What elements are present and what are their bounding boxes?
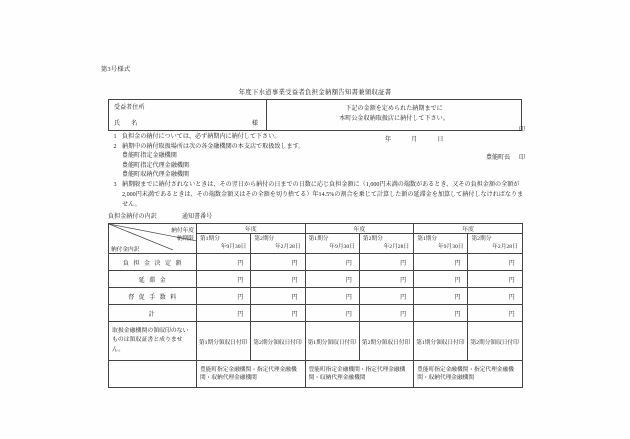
term-name-6: 第2期分 bbox=[471, 235, 492, 242]
receipt-stamp-box[interactable]: 第1期分領収日付印 bbox=[305, 322, 359, 361]
seal-mark-bottom: 印 bbox=[519, 155, 526, 161]
amount-cell[interactable]: 円 bbox=[468, 288, 522, 305]
footer-empty-cell bbox=[109, 361, 197, 388]
instruction-line-2: 本町公金収納取扱店に納付して下さい。 bbox=[339, 116, 449, 122]
note-item-2 bbox=[108, 143, 528, 153]
receipt-stamp-row bbox=[109, 322, 523, 361]
receipt-stamp-box[interactable]: 第1期分領収日付印 bbox=[414, 322, 468, 361]
amount-cell[interactable]: 円 bbox=[197, 288, 251, 305]
term-due-3: 年9月30日 bbox=[329, 243, 355, 250]
amount-cell[interactable]: 円 bbox=[305, 271, 359, 288]
amount-cell[interactable]: 円 bbox=[359, 288, 413, 305]
table-row bbox=[109, 288, 523, 305]
term-due-5: 年9月30日 bbox=[437, 243, 464, 250]
note-text-1: 負担金の納付については、必ず納期内に納付して下さい。 bbox=[122, 134, 281, 140]
year-group-2: 年度 bbox=[305, 224, 414, 234]
beneficiary-address-label: 受益者住所 bbox=[114, 105, 145, 111]
amount-cell[interactable]: 円 bbox=[414, 288, 468, 305]
instruction-line-1: 下記の金額を定められた納期までに bbox=[345, 106, 443, 112]
amount-cell[interactable]: 円 bbox=[197, 305, 251, 322]
amount-cell[interactable]: 円 bbox=[359, 305, 413, 322]
receipt-note: 取扱金融機関の領収印のないものは領収証書と成りません。 bbox=[109, 322, 197, 361]
bank-designated: 豊能町指定金融機関 bbox=[122, 153, 177, 160]
term-header-4 bbox=[359, 234, 413, 254]
notes-list bbox=[108, 133, 528, 210]
amount-cell[interactable]: 円 bbox=[251, 305, 305, 322]
term-name-2: 第2期分 bbox=[254, 235, 275, 242]
amount-cell[interactable]: 円 bbox=[251, 288, 305, 305]
seal-mark-top: 印 bbox=[519, 127, 526, 133]
issue-date-line: 年 月 日 bbox=[385, 137, 451, 143]
year-group-3: 年度 bbox=[414, 224, 523, 234]
amount-cell[interactable]: 円 bbox=[251, 271, 305, 288]
header-label-payment-year: 納付年度 bbox=[171, 227, 194, 234]
bank-footer-row bbox=[109, 361, 523, 388]
mayor-title: 豊能町長 bbox=[486, 155, 511, 161]
receipt-stamp-box[interactable]: 第2期分領収日付印 bbox=[468, 322, 522, 361]
beneficiary-name-label: 氏 名 bbox=[114, 121, 140, 127]
term-due-2: 年2月28日 bbox=[275, 243, 301, 250]
bank-collection-agent: 豊能町収納代理金融機関 bbox=[122, 172, 190, 179]
note-number-2: 2 bbox=[113, 143, 117, 150]
notice-number-label: 通知書番号 bbox=[181, 214, 213, 220]
breakdown-label: 負担金納付の内訳 bbox=[108, 214, 157, 220]
table-row bbox=[109, 305, 523, 322]
payment-breakdown-table bbox=[108, 223, 523, 388]
receipt-stamp-box[interactable]: 第1期分領収日付印 bbox=[197, 322, 251, 361]
amount-cell[interactable]: 円 bbox=[305, 254, 359, 271]
name-honorific: 様 bbox=[251, 121, 258, 127]
amount-cell[interactable]: 円 bbox=[251, 254, 305, 271]
receipt-stamp-box[interactable]: 第2期分領収日付印 bbox=[359, 322, 413, 361]
note-item-1 bbox=[108, 133, 528, 143]
row-label-late-charge: 延滞金 bbox=[109, 271, 197, 288]
header-box bbox=[108, 99, 522, 131]
table-year-header-row bbox=[109, 224, 523, 234]
table-row bbox=[109, 254, 523, 271]
beneficiary-info-cell bbox=[109, 100, 267, 130]
amount-cell[interactable]: 円 bbox=[468, 254, 522, 271]
note-item-3 bbox=[108, 181, 528, 210]
amount-cell[interactable]: 円 bbox=[414, 254, 468, 271]
bank-footer-2: 豊能町指定金融機関・指定代理金融機関・収納代理金融機関 bbox=[305, 361, 414, 388]
amount-cell[interactable]: 円 bbox=[197, 254, 251, 271]
note-number-1: 1 bbox=[113, 134, 117, 140]
amount-cell[interactable]: 円 bbox=[414, 305, 468, 322]
term-header-6 bbox=[468, 234, 522, 254]
bank-footer-3: 豊能町指定金融機関・指定代理金融機関・収納代理金融機関 bbox=[414, 361, 523, 388]
term-due-1: 年9月30日 bbox=[220, 243, 247, 250]
note-text-3: 納期限までに納付されないときは、その翌日から納付の日までの日数に応じ負担金額に（1,000円未満の端数があるとき、又その負担金額の全額が2,000円未満であるときは、その端数金額又はその全額を切り捨てる）年14.5%の割合を乗じて計算した額の延滞金を加算して納付しなければなりません。 bbox=[122, 181, 524, 208]
diagonal-header-cell bbox=[109, 224, 197, 254]
term-name-1: 第1期分 bbox=[200, 235, 220, 242]
receipt-stamp-box[interactable]: 第2期分領収日付印 bbox=[251, 322, 305, 361]
amount-cell[interactable]: 円 bbox=[197, 271, 251, 288]
beneficiary-name-row bbox=[114, 118, 262, 127]
form-number: 第3号様式 bbox=[101, 66, 131, 73]
note-text-2: 納期中の納付取扱場所は次の各金融機関の本支店で取扱致します。 bbox=[122, 143, 305, 150]
term-header-2 bbox=[251, 234, 305, 254]
row-label-total: 計 bbox=[109, 305, 197, 322]
header-label-due-date: 納期限 bbox=[176, 236, 194, 242]
header-label-breakdown: 納付金内訳 bbox=[111, 246, 140, 253]
term-header-5 bbox=[414, 234, 468, 254]
row-label-contribution-amount: 負担金決定額 bbox=[109, 254, 197, 271]
amount-cell[interactable]: 円 bbox=[359, 254, 413, 271]
note-number-3: 3 bbox=[113, 181, 117, 188]
document-title: 年度下水道事業受益者負担金納額告知書兼領収証書 bbox=[238, 89, 392, 96]
payment-instruction-cell bbox=[267, 100, 521, 130]
amount-cell[interactable]: 円 bbox=[414, 271, 468, 288]
term-name-5: 第1期分 bbox=[417, 235, 438, 242]
amount-cell[interactable]: 円 bbox=[305, 305, 359, 322]
bank-footer-1: 豊能町指定金融機関・指定代理金融機関・収納代理金融機関 bbox=[197, 361, 306, 388]
amount-cell[interactable]: 円 bbox=[359, 271, 413, 288]
term-due-4: 年2月28日 bbox=[383, 243, 410, 250]
amount-cell[interactable]: 円 bbox=[468, 271, 522, 288]
row-label-demand-fee: 督促手数料 bbox=[109, 288, 197, 305]
term-header-3 bbox=[305, 234, 359, 254]
breakdown-caption bbox=[108, 211, 212, 220]
amount-cell[interactable]: 円 bbox=[468, 305, 522, 322]
table-row bbox=[109, 271, 523, 288]
year-group-1: 年度 bbox=[197, 224, 306, 234]
bank-designated-agent: 豊能町指定代理金融機関 bbox=[122, 162, 190, 169]
amount-cell[interactable]: 円 bbox=[305, 288, 359, 305]
term-due-6: 年2月28日 bbox=[492, 243, 518, 250]
term-header-1 bbox=[197, 234, 251, 254]
term-name-3: 第1期分 bbox=[308, 235, 329, 242]
term-name-4: 第2期分 bbox=[362, 235, 383, 242]
